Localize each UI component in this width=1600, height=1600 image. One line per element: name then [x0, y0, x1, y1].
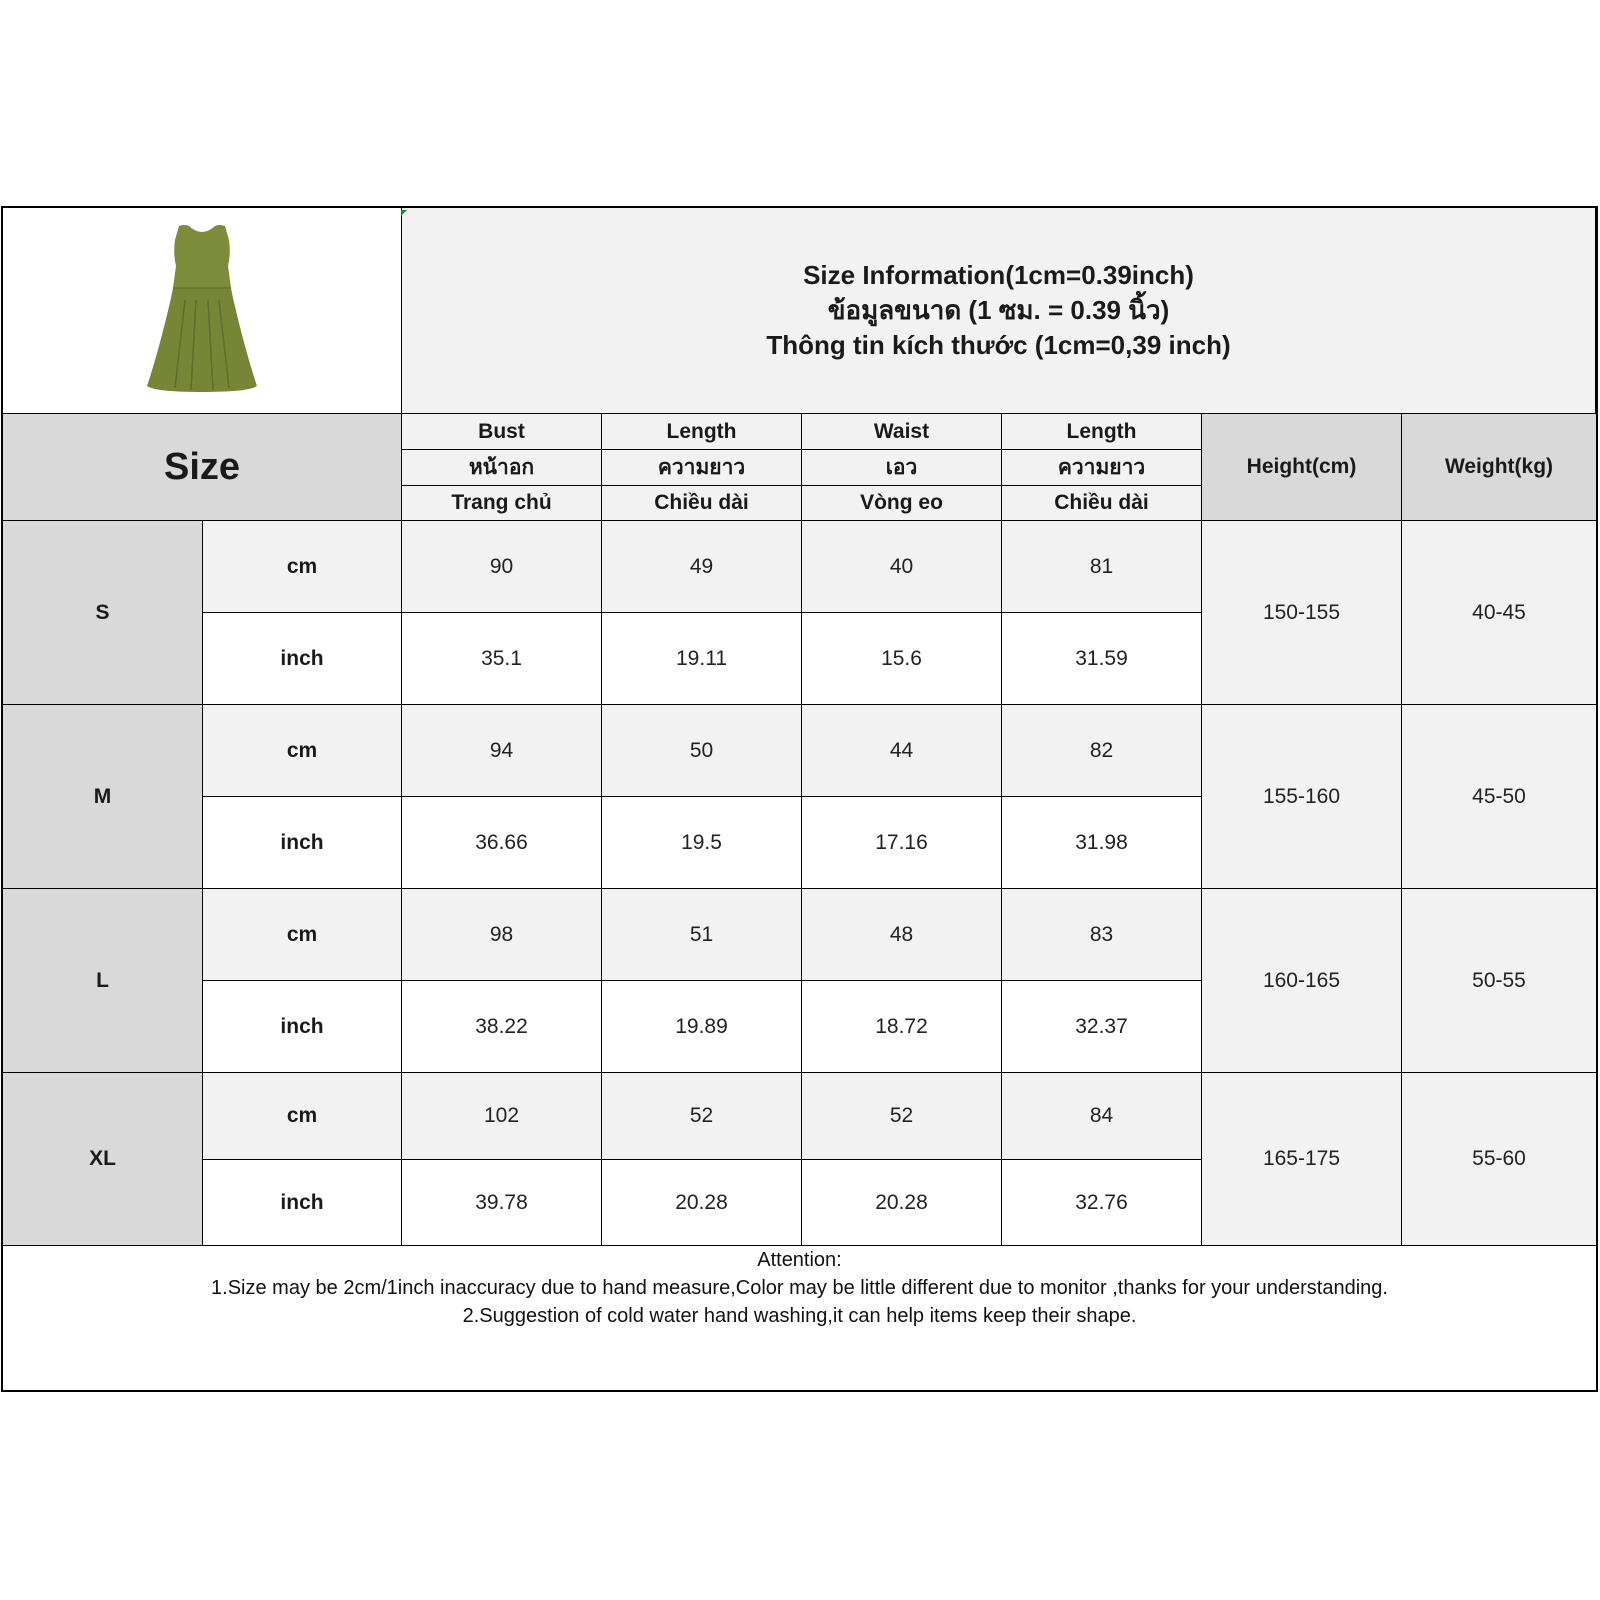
xl-length2-inch: 32.76 [1002, 1160, 1202, 1246]
size-chart [1, 206, 1598, 1392]
unit-inch: inch [203, 1160, 402, 1246]
l-length-cm: 51 [602, 889, 802, 981]
unit-inch: inch [203, 613, 402, 705]
l-length-inch: 19.89 [602, 981, 802, 1073]
s-length-inch: 19.11 [602, 613, 802, 705]
l-bust-inch: 38.22 [402, 981, 602, 1073]
m-length2-cm: 82 [1002, 705, 1202, 797]
m-bust-cm: 94 [402, 705, 602, 797]
l-waist-inch: 18.72 [802, 981, 1002, 1073]
attention-line-2: 2.Suggestion of cold water hand washing,it can help items keep their shape. [462, 1305, 1137, 1327]
col-waist-vi: Vòng eo [802, 486, 1002, 521]
attention-notes [3, 1242, 1596, 1390]
m-waist-cm: 44 [802, 705, 1002, 797]
size-xl: XL [3, 1073, 203, 1246]
s-length2-inch: 31.59 [1002, 613, 1202, 705]
product-image-cell [3, 208, 402, 414]
col-length-en: Length [602, 414, 802, 450]
height-header: Height(cm) [1202, 414, 1402, 521]
unit-cm: cm [203, 705, 402, 797]
col-bust-en: Bust [402, 414, 602, 450]
m-length-cm: 50 [602, 705, 802, 797]
xl-length-inch: 20.28 [602, 1160, 802, 1246]
product-image [99, 210, 305, 406]
size-s: S [3, 521, 203, 705]
unit-inch: inch [203, 797, 402, 889]
l-waist-cm: 48 [802, 889, 1002, 981]
m-length2-inch: 31.98 [1002, 797, 1202, 889]
xl-weight: 55-60 [1402, 1073, 1596, 1246]
weight-header: Weight(kg) [1402, 414, 1596, 521]
xl-length2-cm: 84 [1002, 1073, 1202, 1160]
title-vi: Thông tin kích thước (1cm=0,39 inch) [766, 330, 1231, 360]
title-block [402, 208, 1596, 414]
col-bust-th: หน้าอก [402, 450, 602, 486]
size-header: Size [3, 414, 402, 521]
unit-cm: cm [203, 1073, 402, 1160]
s-waist-inch: 15.6 [802, 613, 1002, 705]
m-bust-inch: 36.66 [402, 797, 602, 889]
xl-waist-inch: 20.28 [802, 1160, 1002, 1246]
unit-cm: cm [203, 521, 402, 613]
col-length-th: ความยาว [602, 450, 802, 486]
l-length2-cm: 83 [1002, 889, 1202, 981]
title-en: Size Information(1cm=0.39inch) [803, 260, 1194, 290]
title-th: ข้อมูลขนาด (1 ซม. = 0.39 นิ้ว) [827, 295, 1170, 325]
m-height: 155-160 [1202, 705, 1402, 889]
s-weight: 40-45 [1402, 521, 1596, 705]
l-bust-cm: 98 [402, 889, 602, 981]
xl-waist-cm: 52 [802, 1073, 1002, 1160]
dress-icon [99, 210, 305, 406]
col-waist-en: Waist [802, 414, 1002, 450]
attention-line-1: 1.Size may be 2cm/1inch inaccuracy due to hand measure,Color may be little different due to monitor ,thanks for your understanding. [211, 1277, 1388, 1299]
corner-marker [401, 210, 407, 216]
l-weight: 50-55 [1402, 889, 1596, 1073]
xl-bust-cm: 102 [402, 1073, 602, 1160]
size-m: M [3, 705, 203, 889]
xl-height: 165-175 [1202, 1073, 1402, 1246]
col-length2-vi: Chiều dài [1002, 486, 1202, 521]
xl-length-cm: 52 [602, 1073, 802, 1160]
xl-bust-inch: 39.78 [402, 1160, 602, 1246]
m-waist-inch: 17.16 [802, 797, 1002, 889]
attention-heading: Attention: [757, 1249, 842, 1271]
s-length2-cm: 81 [1002, 521, 1202, 613]
unit-inch: inch [203, 981, 402, 1073]
m-length-inch: 19.5 [602, 797, 802, 889]
size-l: L [3, 889, 203, 1073]
l-length2-inch: 32.37 [1002, 981, 1202, 1073]
s-length-cm: 49 [602, 521, 802, 613]
col-bust-vi: Trang chủ [402, 486, 602, 521]
col-length2-th: ความยาว [1002, 450, 1202, 486]
col-length-vi: Chiều dài [602, 486, 802, 521]
s-bust-inch: 35.1 [402, 613, 602, 705]
m-weight: 45-50 [1402, 705, 1596, 889]
l-height: 160-165 [1202, 889, 1402, 1073]
s-bust-cm: 90 [402, 521, 602, 613]
s-height: 150-155 [1202, 521, 1402, 705]
s-waist-cm: 40 [802, 521, 1002, 613]
col-length2-en: Length [1002, 414, 1202, 450]
col-waist-th: เอว [802, 450, 1002, 486]
unit-cm: cm [203, 889, 402, 981]
